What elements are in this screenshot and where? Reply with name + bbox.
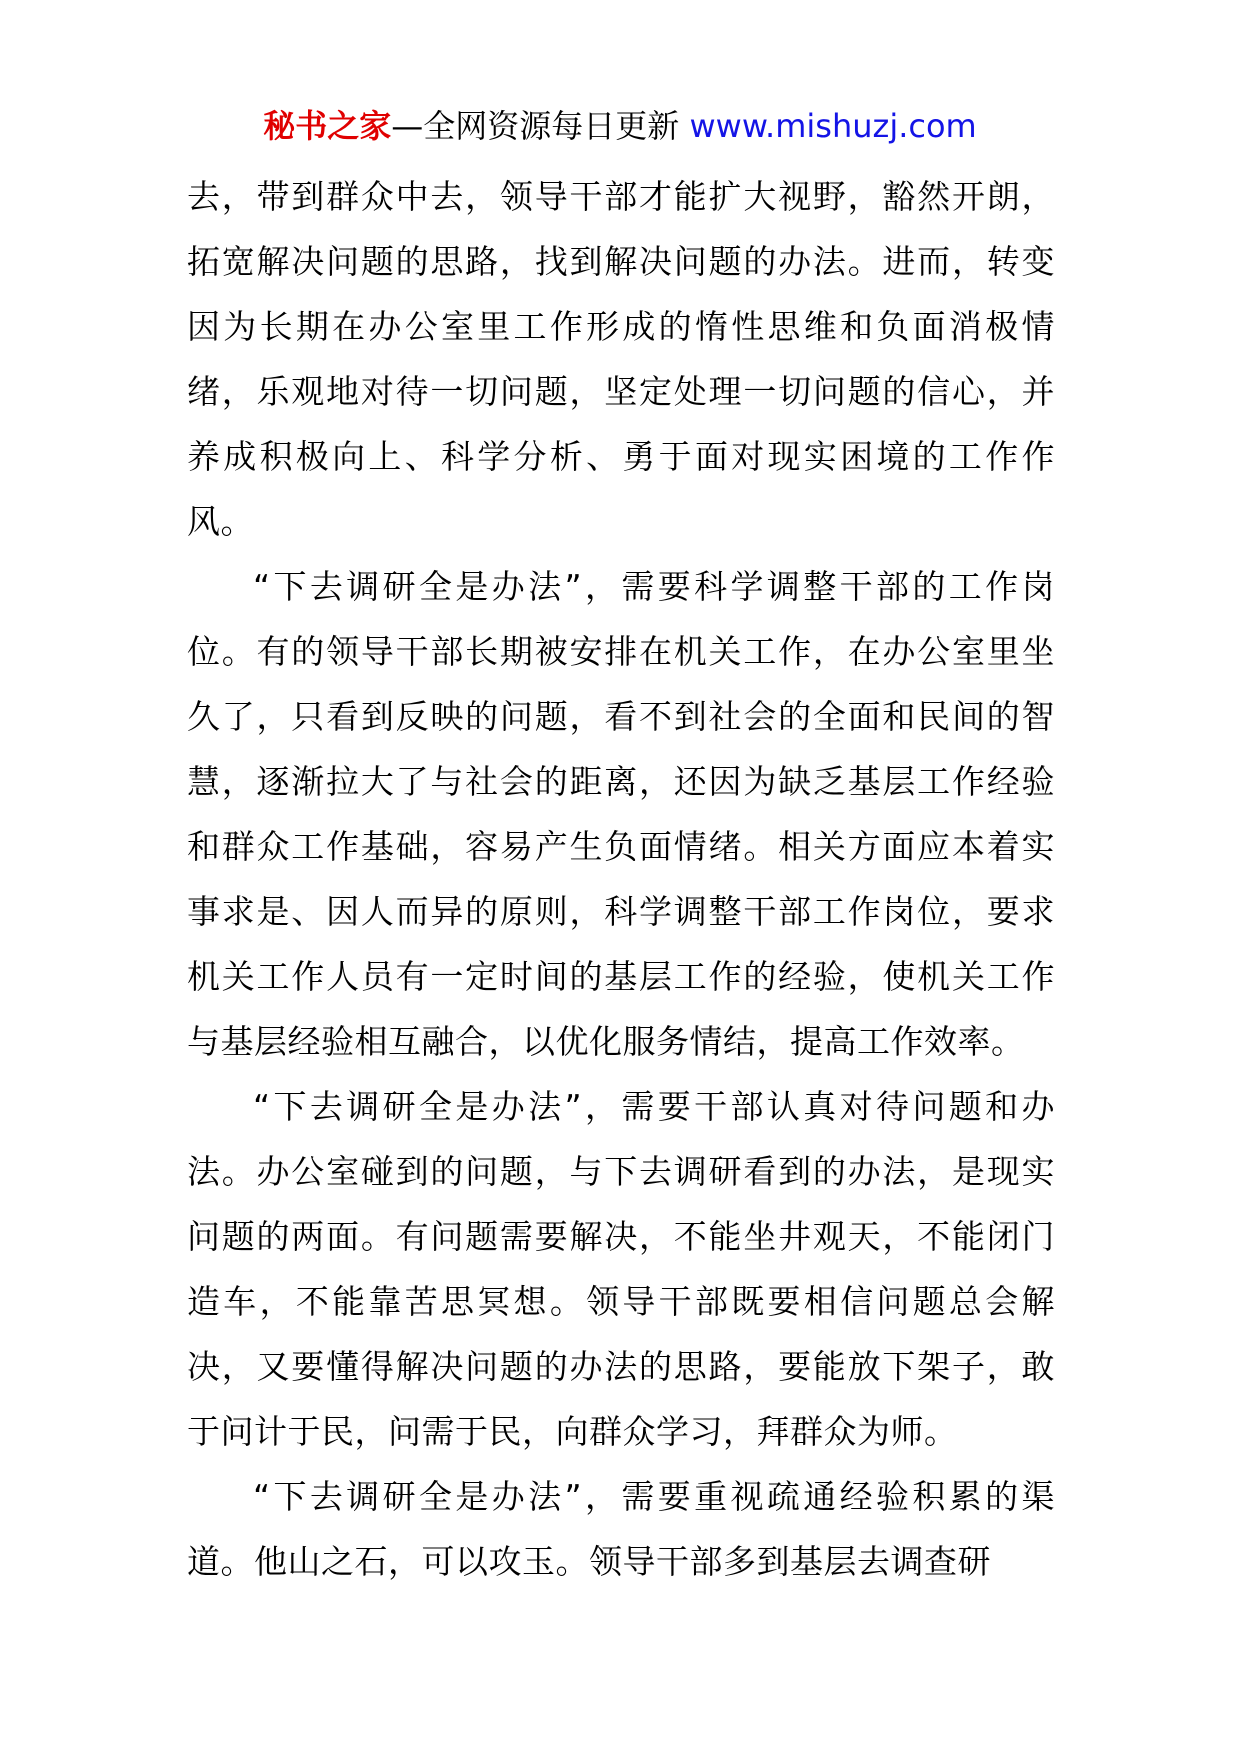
paragraph: “下去调研全是办法”，需要科学调整干部的工作岗位。有的领导干部长期被安排在机关工作，在办公室里坐久了，只看到反映的问题，看不到社会的全面和民间的智慧，逐渐拉大了与社会的距离，还因为缺乏基层工作经验和群众工作基础，容易产生负面情绪。相关方面应本着实事求是、因人而异的原则，科学调整干部工作岗位，要求机关工作人员有一定时间的基层工作的经验，使机关工作与基层经验相互融合，以优化服务情结，提高工作效率。 [187,567,1055,1061]
brand-name: 秘书之家 [263,107,392,145]
paragraph-continuation: 去，带到群众中去，领导干部才能扩大视野，豁然开朗，拓宽解决问题的思路，找到解决问题的办法。进而，转变因为长期在办公室里工作形成的惰性思维和负面消极情绪，乐观地对待一切问题，坚定处理一切问题的信心，并养成积极向上、科学分析、勇于面对现实困境的工作作风。 [187,177,1055,541]
site-header [0,102,1240,150]
paragraph: “下去调研全是办法”，需要干部认真对待问题和办法。办公室碰到的问题，与下去调研看到的办法，是现实问题的两面。有问题需要解决，不能坐井观天，不能闭门造车，不能靠苦思冥想。领导干部既要相信问题总会解决，又要懂得解决问题的办法的思路，要能放下架子，敢于问计于民，问需于民，向群众学习，拜群众为师。 [187,1087,1055,1451]
paragraph: “下去调研全是办法”，需要重视疏通经验积累的渠道。他山之石，可以攻玉。领导干部多到基层去调查研 [187,1477,1055,1581]
document-body [187,164,1055,1594]
header-tagline: —全网资源每日更新 [391,107,680,145]
site-url-link[interactable]: www.mishuzj.com [689,107,977,145]
